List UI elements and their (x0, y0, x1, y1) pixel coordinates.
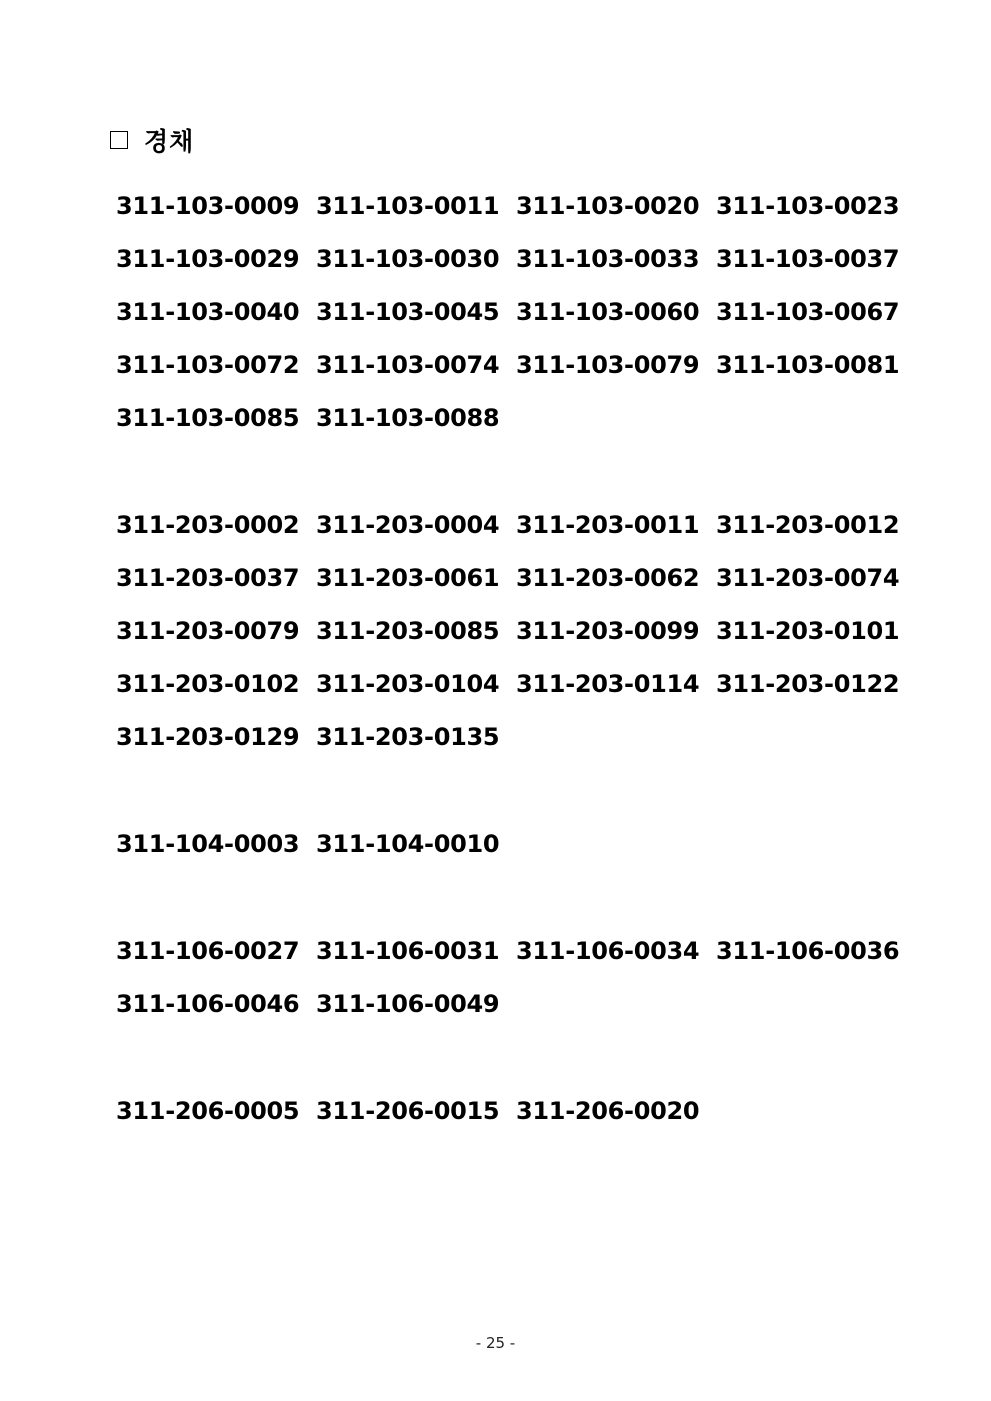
code-item: 311-206-0020 (516, 1097, 700, 1125)
code-grid (116, 188, 936, 453)
code-item: 311-203-0104 (316, 670, 500, 698)
code-item: 311-203-0061 (316, 564, 500, 592)
section-title: 경채 (144, 127, 195, 156)
code-item: 311-103-0067 (716, 298, 900, 326)
code-item: 311-103-0030 (316, 245, 500, 273)
code-group (116, 1093, 936, 1146)
section-heading (110, 122, 194, 158)
code-item: 311-103-0009 (116, 192, 300, 220)
code-item: 311-103-0081 (716, 351, 900, 379)
code-item: 311-203-0002 (116, 511, 300, 539)
code-item: 311-106-0046 (116, 990, 300, 1018)
code-item: 311-103-0011 (316, 192, 500, 220)
code-item: 311-203-0004 (316, 511, 500, 539)
code-item: 311-103-0079 (516, 351, 700, 379)
code-item: 311-104-0003 (116, 830, 300, 858)
code-grid (116, 507, 936, 772)
code-item: 311-103-0088 (316, 404, 500, 432)
code-item: 311-203-0102 (116, 670, 300, 698)
code-item: 311-106-0031 (316, 937, 500, 965)
code-item: 311-203-0037 (116, 564, 300, 592)
code-item: 311-203-0079 (116, 617, 300, 645)
code-item: 311-103-0045 (316, 298, 500, 326)
code-item: 311-103-0020 (516, 192, 700, 220)
code-item: 311-103-0060 (516, 298, 700, 326)
code-item: 311-103-0085 (116, 404, 300, 432)
code-item: 311-203-0122 (716, 670, 900, 698)
code-item: 311-106-0049 (316, 990, 500, 1018)
code-item: 311-103-0040 (116, 298, 300, 326)
code-item: 311-104-0010 (316, 830, 500, 858)
code-groups (116, 188, 936, 1200)
code-item: 311-203-0012 (716, 511, 900, 539)
code-item: 311-106-0036 (716, 937, 900, 965)
code-grid (116, 1093, 936, 1146)
code-item: 311-203-0062 (516, 564, 700, 592)
code-group (116, 507, 936, 772)
code-item: 311-206-0015 (316, 1097, 500, 1125)
code-item: 311-103-0037 (716, 245, 900, 273)
code-item: 311-203-0101 (716, 617, 900, 645)
code-item: 311-103-0029 (116, 245, 300, 273)
code-item: 311-106-0027 (116, 937, 300, 965)
code-item: 311-203-0129 (116, 723, 300, 751)
code-item: 311-103-0023 (716, 192, 900, 220)
code-item: 311-103-0033 (516, 245, 700, 273)
code-grid (116, 933, 936, 1039)
code-item: 311-206-0005 (116, 1097, 300, 1125)
code-item: 311-203-0085 (316, 617, 500, 645)
code-grid (116, 826, 936, 879)
code-item: 311-203-0114 (516, 670, 700, 698)
code-item: 311-106-0034 (516, 937, 700, 965)
code-group (116, 188, 936, 453)
code-item: 311-203-0011 (516, 511, 700, 539)
code-item: 311-103-0072 (116, 351, 300, 379)
code-item: 311-103-0074 (316, 351, 500, 379)
code-group (116, 933, 936, 1039)
checkbox-square-icon (110, 131, 128, 149)
code-item: 311-203-0074 (716, 564, 900, 592)
code-item: 311-203-0099 (516, 617, 700, 645)
code-item: 311-203-0135 (316, 723, 500, 751)
code-group (116, 826, 936, 879)
page-number: - 25 - (475, 1334, 516, 1352)
